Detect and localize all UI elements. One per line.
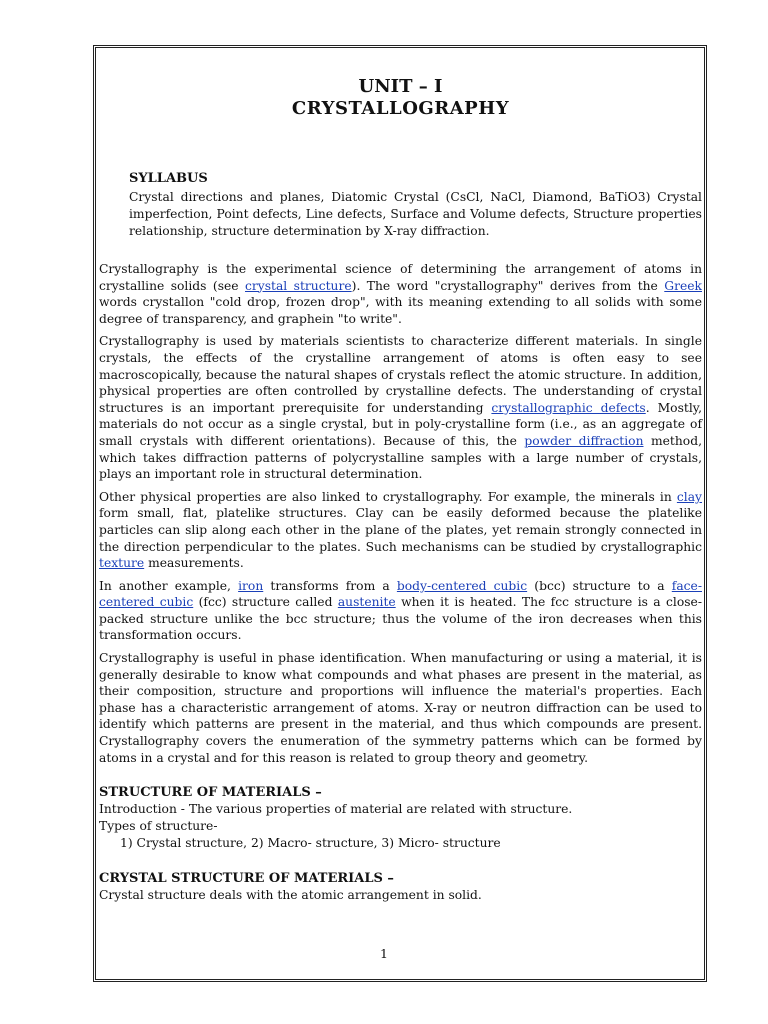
text-run: form small, flat, platelike structures. Clay can be easily deformed because the platelike particles can slip along each other in the plane of the plates, yet remain strongly connected in the direction perpendicular to the plates. Such mechanisms can be studied by crystallographic [99, 506, 702, 554]
text-run: words crystallon "cold drop, frozen drop", with its meaning extending to all solids with some degree of transparency, and graphein "to write". [99, 295, 702, 326]
structure-of-materials-heading: STRUCTURE OF MATERIALS – [99, 785, 322, 801]
syllabus-section [129, 170, 702, 240]
link-crystal-structure[interactable]: crystal structure [245, 278, 352, 293]
link-iron[interactable]: iron [238, 578, 264, 593]
link-austenite[interactable]: austenite [337, 595, 396, 610]
text-run: . Mostly, materials do not occur as a single crystal, but in poly-crystalline form (i.e., as an aggregate of small crystals with different orientations). Because of this, the [99, 400, 702, 448]
text-run: (fcc) structure called [193, 595, 338, 610]
paragraph-definition [99, 261, 702, 327]
paragraph-iron-example [99, 578, 702, 644]
unit-heading: UNIT – I [358, 76, 443, 97]
text-run: Crystallography is the experimental science of determining the arrangement of atoms in crystalline solids (see [99, 262, 702, 293]
text-run: when it is heated. The fcc structure is a close-packed structure unlike the bcc structure; thus the volume of the iron decreases when this transformation occurs. [99, 595, 702, 643]
text-run: In another example, [99, 578, 239, 593]
crystal-structure-heading: CRYSTAL STRUCTURE OF MATERIALS – [99, 871, 394, 887]
page-number: 1 [380, 946, 388, 961]
link-crystallographic-defects[interactable]: crystallographic defects [491, 400, 646, 415]
document-body [99, 58, 702, 904]
link-texture[interactable]: texture [99, 556, 145, 571]
types-list-item: 1) Crystal structure, 2) Macro- structure, 3) Micro- structure [120, 836, 501, 851]
chapter-title: CRYSTALLOGRAPHY [291, 98, 510, 119]
text-run: Crystallography is used by materials scientists to characterize different materials. In single crystals, the effects of the crystalline arrangement of atoms is often easy to see macroscopically, because the natural shapes of crystals reflect the atomic structure. In addition, physical properties are often controlled by crystalline defects. The understanding of crystal structures is an important prerequisite for understanding [99, 334, 702, 415]
syllabus-heading: SYLLABUS [129, 171, 208, 186]
text-run: measurements. [144, 556, 244, 571]
types-label: Types of structure- [99, 819, 218, 834]
link-powder-diffraction[interactable]: powder diffraction [524, 433, 644, 448]
paragraph-phase-identification: Crystallography is useful in phase identification. When manufacturing or using a material, it is generally desirable to know what compounds and what phases are present in the material, as their composition, structure and proportions will influence the material's properties. Each phase has a characteristic arrangement of atoms. X-ray or neutron diffraction can be used to identify which patterns are present in the material, and thus which compounds are present. Crystallography covers the enumeration of the symmetry patterns which can be formed by atoms in a crystal and for this reason is related to group theory and geometry. [99, 651, 702, 765]
paragraph-materials-usage [99, 333, 702, 482]
text-run: transforms from a [263, 578, 397, 593]
link-face-centered-cubic[interactable]: face-centered cubic [99, 578, 702, 610]
syllabus-text: Crystal directions and planes, Diatomic Crystal (CsCl, NaCl, Diamond, BaTiO3) Crystal imperfection, Point defects, Line defects, Surface and Volume defects, Structure properties relationship, structure determination by X-ray diffraction. [129, 190, 702, 238]
text-run: (bcc) structure to a [527, 578, 672, 593]
text-run: Other physical properties are also linked to crystallography. For example, the minerals in [99, 489, 677, 504]
crystal-structure-text: Crystal structure deals with the atomic arrangement in solid. [99, 888, 482, 903]
link-body-centered-cubic[interactable]: body-centered cubic [396, 578, 528, 593]
text-run: method, which takes diffraction patterns of polycrystalline samples with a large number of crystals, plays an important role in structural determination. [99, 433, 702, 482]
link-greek[interactable]: Greek [664, 278, 702, 293]
link-clay[interactable]: clay [676, 489, 702, 504]
paragraph-physical-properties [99, 489, 702, 572]
text-run: ). The word "crystallography" derives from the [351, 278, 665, 293]
structure-intro: Introduction - The various properties of material are related with structure. [99, 802, 573, 817]
